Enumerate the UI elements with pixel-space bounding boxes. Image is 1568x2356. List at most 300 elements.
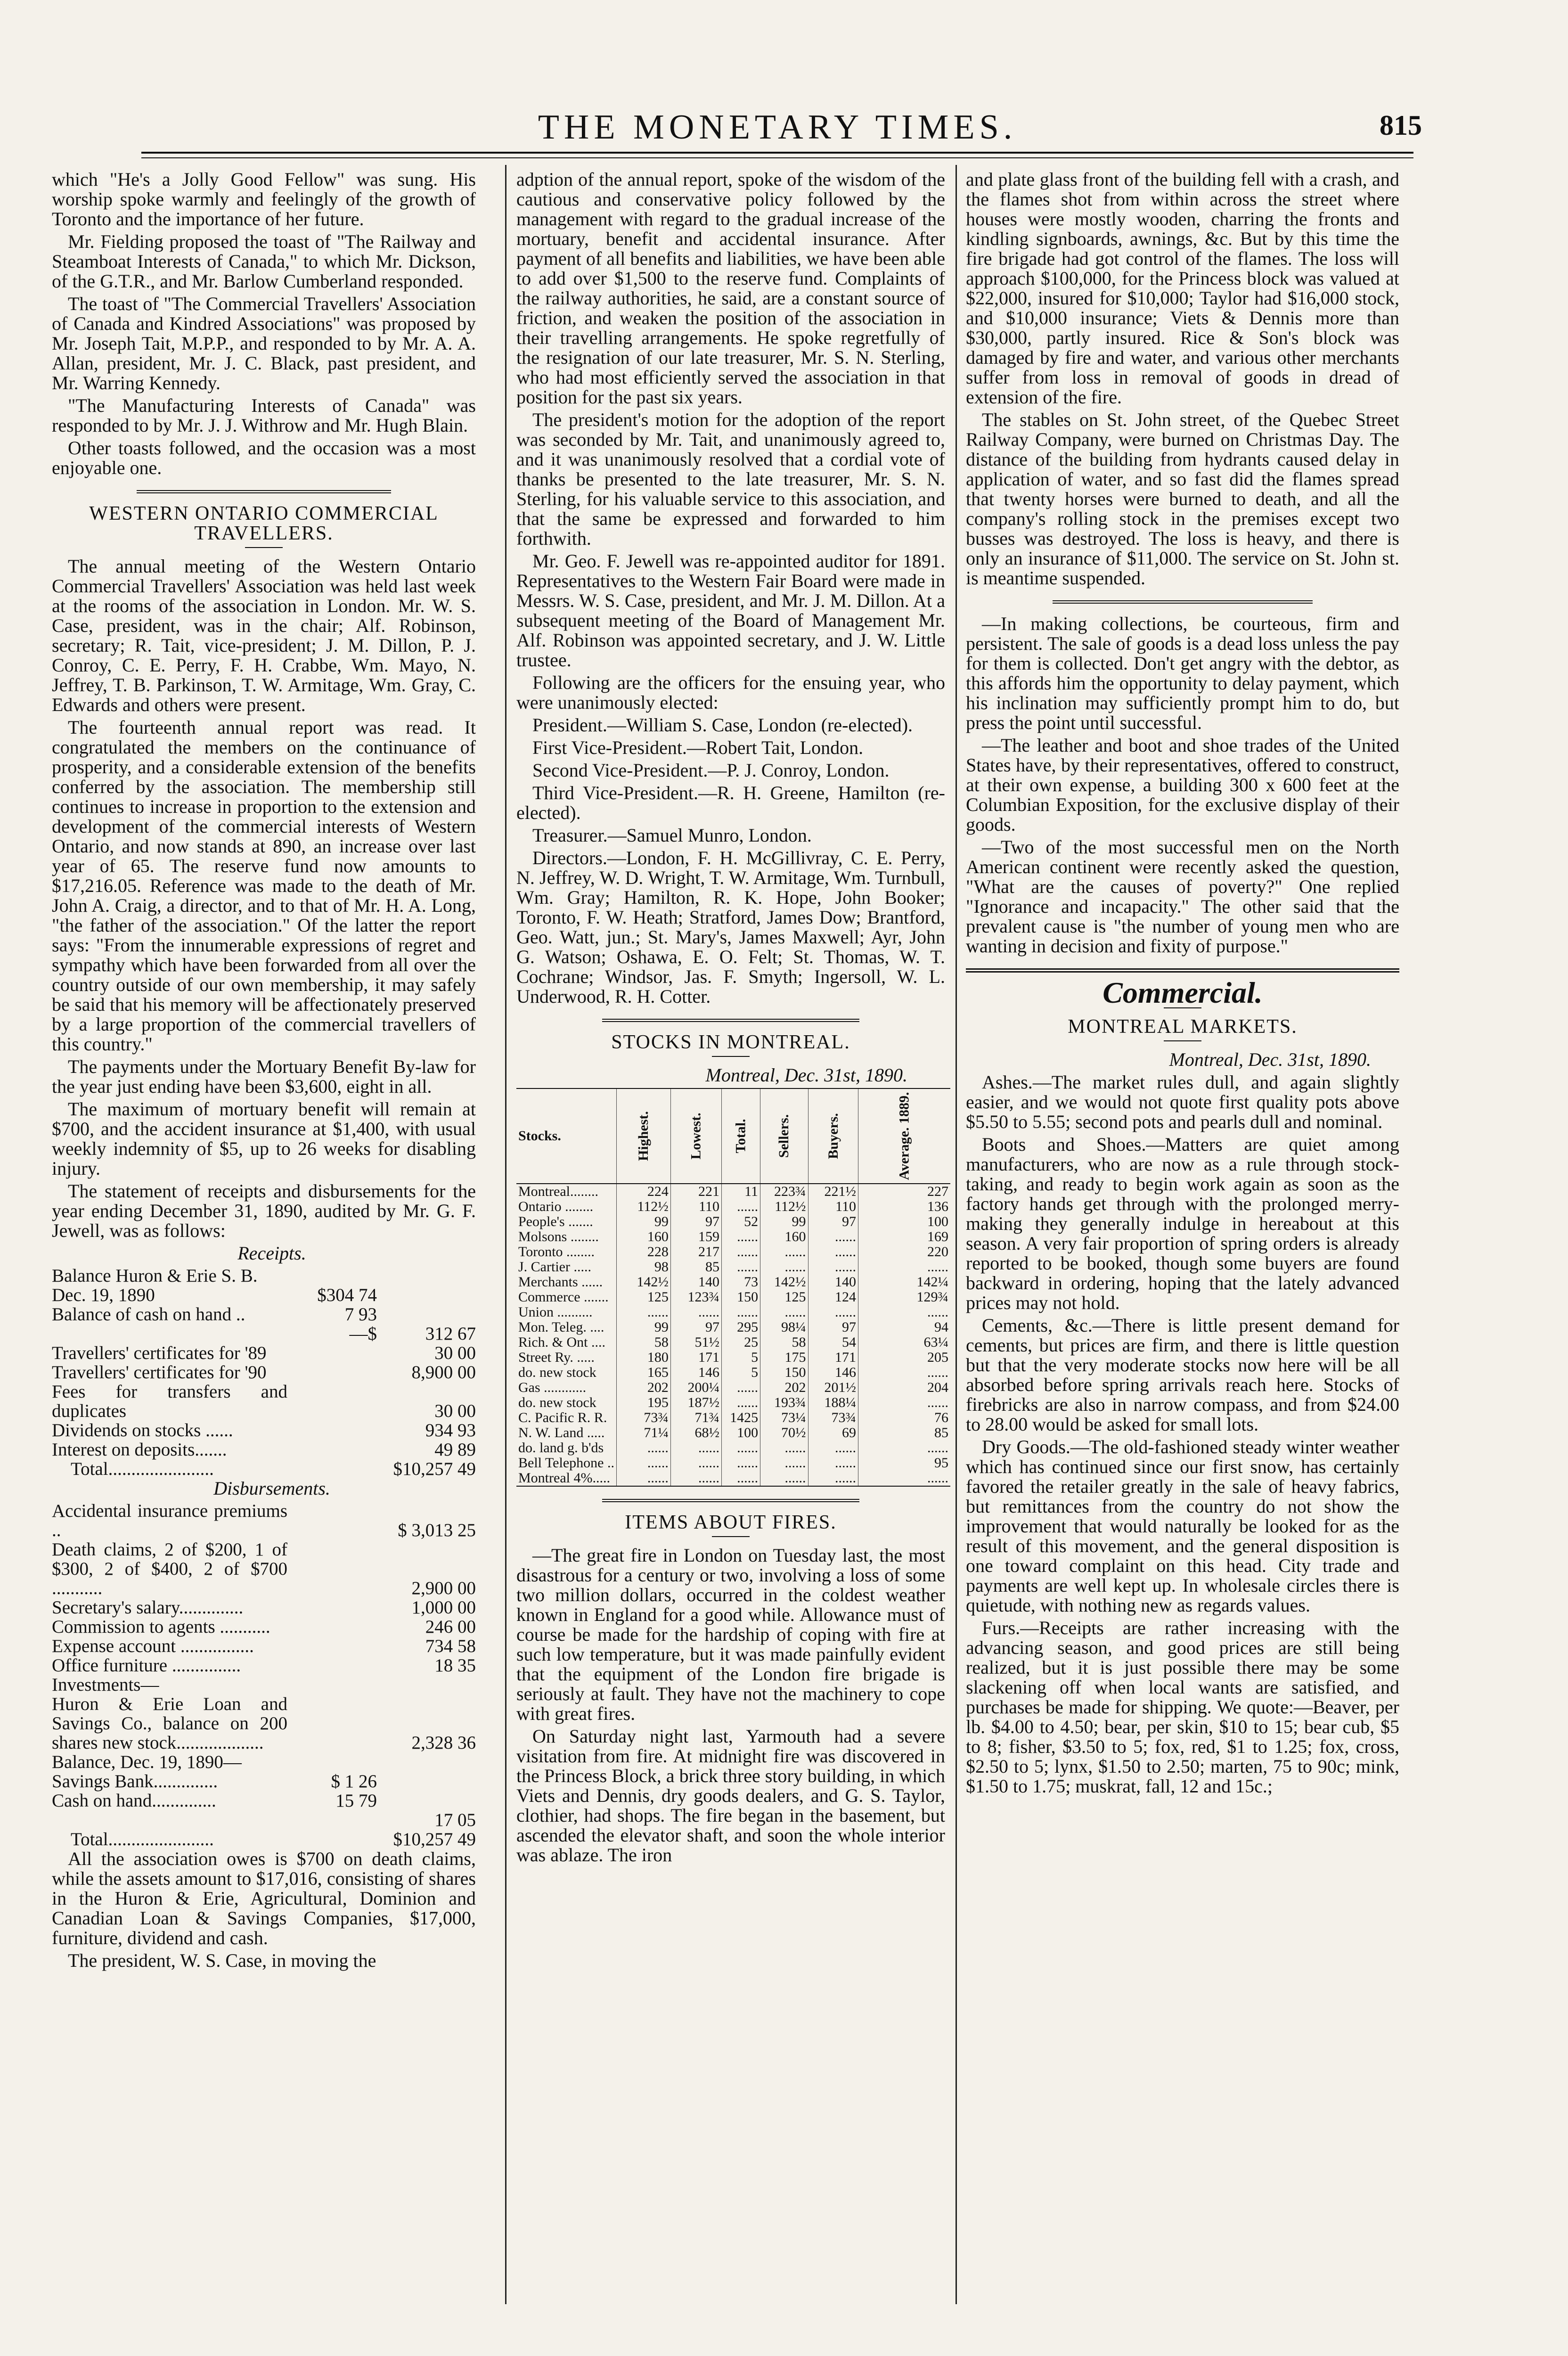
line-amount — [377, 1266, 476, 1285]
table-row — [52, 1501, 476, 1540]
line-amount: 2,328 36 — [411, 1733, 476, 1753]
stock-value-cell: ...... — [808, 1260, 858, 1275]
stock-value-cell: ...... — [808, 1229, 858, 1244]
stock-value-cell: 99 — [616, 1320, 670, 1335]
line-label: Huron & Erie Loan and Savings Co., balance on 200 shares new stock................... — [52, 1694, 287, 1753]
line-label: Savings Bank.............. — [52, 1771, 218, 1792]
stock-value-cell: 1425 — [721, 1410, 760, 1425]
stock-value-cell: 187½ — [670, 1395, 721, 1410]
dateline: Montreal, Dec. 31st, 1890. — [1169, 1049, 1371, 1070]
stock-value-cell: 112½ — [616, 1199, 670, 1214]
paragraph: Second Vice-President.—P. J. Conroy, London. — [532, 760, 890, 781]
paragraph: President.—William S. Case, London (re-elected). — [532, 714, 913, 736]
stock-value-cell: 202 — [616, 1380, 670, 1395]
stock-value-cell: ...... — [616, 1471, 670, 1486]
stock-value-cell: 202 — [760, 1380, 808, 1395]
stock-value-cell: ...... — [858, 1260, 950, 1275]
paragraph: The president, W. S. Case, in moving the — [68, 1950, 376, 1971]
stock-value-cell: 85 — [858, 1425, 950, 1440]
line-subamount — [287, 1675, 377, 1694]
stock-value-cell: 95 — [858, 1456, 950, 1471]
stock-name-cell: Montreal 4%..... — [518, 1470, 610, 1486]
stock-value-cell: 68½ — [670, 1425, 721, 1440]
stock-value-cell: 99 — [760, 1214, 808, 1229]
section-rule — [602, 1019, 859, 1022]
paragraph: —The great fire in London on Tuesday last, the most disastrous for a century or two, involving a loss of some two million dollars, occurred in the coldest weather known in England for a good while. Allowance must of course be made for the hardship of coping with fire at such low temperature, but it was made painfully evident that the equipment of the London fire brigade is seriously at fault. They have not the machinery to cope with great fires. — [516, 1545, 945, 1724]
table-row — [52, 1810, 476, 1830]
line-subamount — [287, 1636, 377, 1656]
stock-value-cell: 76 — [858, 1410, 950, 1425]
line-subamount — [287, 1694, 377, 1752]
table-row — [52, 1324, 476, 1343]
stock-name-cell: Bell Telephone .. — [518, 1455, 614, 1471]
paragraph: Mr. Fielding proposed the toast of "The Railway and Steamboat Interests of Canada," to which Mr. Dickson, of the G.T.R., and Mr. Barlow Cumberland responded. — [52, 231, 476, 292]
column-header: Average. 1889. — [858, 1088, 950, 1184]
stock-value-cell: ...... — [670, 1440, 721, 1456]
table-row — [516, 1365, 950, 1380]
line-subamount — [287, 1752, 377, 1772]
column-right — [966, 170, 1399, 1799]
stock-value-cell: 146 — [670, 1365, 721, 1380]
column-left — [52, 170, 476, 1973]
table-row — [52, 1694, 476, 1752]
line-subamount — [287, 1617, 377, 1636]
line-amount: 30 00 — [434, 1343, 476, 1363]
paragraph: The president's motion for the adoption of the report was seconded by Mr. Tait, and unanimously agreed to, and it was unanimously resolved that a cordial vote of thanks be presented to the late treasurer, Mr. S. N. Sterling, for his valuable service to this association, and that the same be expressed and forwarded to him forthwith. — [516, 409, 945, 549]
paragraph: Dry Goods.—The old-fashioned steady winter weather which has continued since our first snow, has certainly favored the retailer greatly in the sale of heavy fabrics, but remittances from the country do not show the improvement that would naturally be looked for as the result of this movement, and the general disposition is one toward complaint on this head. City trade and payments are well kept up. In wholesale circles there is quietude, with nothing new as regards values. — [966, 1436, 1399, 1616]
table-row — [52, 1598, 476, 1617]
table-row — [516, 1380, 950, 1395]
masthead-rule-thin — [141, 157, 1413, 158]
paragraph: Boots and Shoes.—Matters are quiet among manufacturers, who are now as a rule through stock-taking, and ready to begin work again as soon as the factory hands get through with the prolonged merry-making they generally indulge in hereabout at this season. A very fair proportion of spring orders is already reported to be booked, though some buyers are found backward in ordering, hoping that the lately advanced prices may not hold. — [966, 1134, 1399, 1313]
stock-value-cell: 171 — [670, 1350, 721, 1365]
section-banner: Commercial. — [1102, 976, 1263, 1009]
stock-value-cell: 73 — [721, 1275, 760, 1290]
paragraph: Mr. Geo. F. Jewell was re-appointed auditor for 1891. Representatives to the Western Fair Board were made in Messrs. W. S. Case, president, and Mr. J. M. Dillon. At a subsequent meeting of the Board of Management Mr. Alf. Robinson was appointed secretary, and J. W. Little trustee. — [516, 550, 945, 671]
stock-value-cell: 58 — [616, 1335, 670, 1350]
table-row — [52, 1363, 476, 1382]
table-row — [516, 1440, 950, 1456]
stock-value-cell: 129¾ — [858, 1290, 950, 1305]
line-subamount: $304 74 — [317, 1285, 377, 1305]
dateline: Montreal, Dec. 31st, 1890. — [705, 1064, 907, 1086]
section-heading: STOCKS IN MONTREAL. — [611, 1031, 850, 1053]
stock-value-cell: 171 — [808, 1350, 858, 1365]
line-label: Accidental insurance premiums .. — [52, 1501, 287, 1540]
stock-value-cell: 140 — [808, 1275, 858, 1290]
stock-value-cell: ...... — [760, 1471, 808, 1486]
stock-value-cell: 188¼ — [808, 1395, 858, 1410]
line-amount: $ 3,013 25 — [398, 1520, 476, 1540]
line-label: Dividends on stocks ...... — [52, 1420, 233, 1440]
section-rule — [602, 1499, 859, 1502]
stock-value-cell: 51½ — [670, 1335, 721, 1350]
stock-value-cell: 124 — [808, 1290, 858, 1305]
stock-value-cell: ...... — [760, 1260, 808, 1275]
column-header: Highest. — [616, 1088, 670, 1184]
stock-value-cell: ...... — [721, 1440, 760, 1456]
paragraph: The payments under the Mortuary Benefit By-law for the year just ending have been $3,600, eight in all. — [52, 1056, 476, 1097]
table-row — [52, 1343, 476, 1363]
stock-value-cell: ...... — [670, 1456, 721, 1471]
line-subamount: —$ — [349, 1324, 377, 1344]
stock-value-cell: 73¾ — [808, 1410, 858, 1425]
stock-name-cell: J. Cartier ..... — [518, 1259, 591, 1275]
table-row — [52, 1752, 476, 1772]
paragraph: The stables on St. John street, of the Quebec Street Railway Company, were burned on Christmas Day. The distance of the building from hydrants caused delay in application of water, and so fast did the flames spread that twenty horses were burned to death, and all the company's rolling stock in the premises except two busses was destroyed. The loss is heavy, and there is only an insurance of $11,000. The service on St. John st. is meantime suspended. — [966, 409, 1399, 589]
stock-value-cell: 123¾ — [670, 1290, 721, 1305]
column-divider — [956, 165, 957, 2304]
line-amount: 2,900 00 — [411, 1578, 476, 1598]
stock-value-cell: ...... — [616, 1305, 670, 1320]
line-label: Dec. 19, 1890 — [52, 1285, 155, 1305]
line-label: Secretary's salary.............. — [52, 1597, 244, 1618]
page-number: 815 — [1380, 110, 1422, 141]
stock-name-cell: Molsons ........ — [518, 1229, 599, 1244]
stock-name-cell: Street Ry. ..... — [518, 1350, 595, 1365]
table-row — [516, 1335, 950, 1350]
line-label: Death claims, 2 of $200, 1 of $300, 2 of $400, 2 of $700 ........... — [52, 1539, 287, 1598]
line-label: Cash on hand.............. — [52, 1791, 216, 1811]
line-label: Expense account ................ — [52, 1636, 254, 1656]
stock-name-cell: Merchants ...... — [518, 1274, 603, 1290]
line-amount: 30 00 — [434, 1401, 476, 1421]
stock-value-cell: ...... — [721, 1305, 760, 1320]
stock-value-cell: 165 — [616, 1365, 670, 1380]
stock-value-cell: 71¼ — [616, 1425, 670, 1440]
paragraph: The annual meeting of the Western Ontario Commercial Travellers' Association was held last week at the rooms of the association in London. Mr. W. S. Case, president, was in the chair; Alf. Robinson, secretary; R. Tait, vice-president; J. M. Dillon, P. J. Conroy, C. E. Perry, F. H. Crabbe, Wm. Mayo, N. Jeffrey, T. B. Parkinson, T. W. Armitage, Wm. Gray, C. Edwards and others were present. — [52, 556, 476, 715]
line-subamount — [287, 1598, 377, 1617]
line-subamount — [287, 1266, 377, 1285]
stock-value-cell: ...... — [721, 1380, 760, 1395]
table-row — [516, 1229, 950, 1244]
stock-value-cell: ...... — [616, 1440, 670, 1456]
stock-value-cell: 73¾ — [616, 1410, 670, 1425]
stock-value-cell: ...... — [808, 1244, 858, 1260]
stock-value-cell: ...... — [760, 1440, 808, 1456]
stock-value-cell: 150 — [760, 1365, 808, 1380]
line-label — [52, 1810, 287, 1830]
total-label: Total....................... — [71, 1459, 214, 1479]
stock-name-cell: People's ....... — [518, 1214, 593, 1229]
stock-value-cell: ...... — [808, 1471, 858, 1486]
stock-value-cell: 160 — [760, 1229, 808, 1244]
stock-value-cell: 97 — [808, 1320, 858, 1335]
table-row — [52, 1675, 476, 1694]
table-row — [516, 1320, 950, 1335]
line-subamount — [287, 1540, 377, 1598]
table-row — [52, 1305, 476, 1324]
stock-value-cell: 217 — [670, 1244, 721, 1260]
stock-value-cell: ...... — [858, 1365, 950, 1380]
stock-value-cell: 221½ — [808, 1184, 858, 1199]
line-label: Commission to agents ........... — [52, 1617, 270, 1637]
line-subamount — [287, 1363, 377, 1382]
paragraph: Third Vice-President.—R. H. Greene, Hamilton (re-elected). — [516, 782, 945, 823]
stock-name-cell: do. new stock — [518, 1365, 596, 1380]
stock-value-cell: ...... — [808, 1305, 858, 1320]
stock-name-cell: C. Pacific R. R. — [518, 1410, 607, 1425]
stock-value-cell: ...... — [721, 1456, 760, 1471]
total-amount: $10,257 49 — [393, 1829, 476, 1849]
line-subamount — [287, 1810, 377, 1830]
line-amount: 17 05 — [434, 1810, 476, 1830]
stock-name-cell: do. land g. b'ds — [518, 1440, 604, 1456]
stock-value-cell: 52 — [721, 1214, 760, 1229]
table-header-row — [516, 1088, 950, 1184]
stock-name-cell: Union .......... — [518, 1304, 593, 1320]
line-label: Office furniture ............... — [52, 1655, 241, 1676]
table-row — [52, 1382, 476, 1421]
stock-value-cell: 193¾ — [760, 1395, 808, 1410]
stock-value-cell: ...... — [616, 1456, 670, 1471]
table-row — [52, 1440, 476, 1459]
stock-value-cell: 295 — [721, 1320, 760, 1335]
stock-value-cell: ...... — [721, 1244, 760, 1260]
stock-value-cell: 97 — [808, 1214, 858, 1229]
table-row — [52, 1656, 476, 1675]
stock-value-cell: 205 — [858, 1350, 950, 1365]
stock-value-cell: 142½ — [760, 1275, 808, 1290]
disbursements-title: Disbursements. — [213, 1478, 330, 1499]
line-amount: 18 35 — [434, 1655, 476, 1676]
receipts-title: Receipts. — [237, 1243, 306, 1264]
short-rule — [712, 1056, 750, 1057]
total-label: Total....................... — [71, 1829, 214, 1849]
stock-name-cell: Montreal........ — [518, 1184, 598, 1199]
stock-value-cell: 98 — [616, 1260, 670, 1275]
stock-value-cell: 5 — [721, 1350, 760, 1365]
stock-value-cell: ...... — [721, 1229, 760, 1244]
stock-value-cell: 160 — [616, 1229, 670, 1244]
column-divider — [505, 165, 506, 2304]
stock-value-cell: 159 — [670, 1229, 721, 1244]
line-label: Balance, Dec. 19, 1890— — [52, 1752, 242, 1772]
line-amount — [377, 1752, 476, 1772]
stock-value-cell: 180 — [616, 1350, 670, 1365]
stock-value-cell: 54 — [808, 1335, 858, 1350]
line-amount: 312 67 — [425, 1324, 476, 1344]
stock-value-cell: 112½ — [760, 1199, 808, 1214]
table-row — [52, 1421, 476, 1440]
section-heading: MONTREAL MARKETS. — [1068, 1016, 1298, 1038]
masthead-rule — [141, 152, 1413, 154]
line-amount — [377, 1285, 476, 1305]
paragraph: On Saturday night last, Yarmouth had a severe visitation from fire. At midnight fire was discovered in the Princess Block, a brick three story building, in which Viets and Dennis, dry goods dealers, and G. S. Taylor, clothier, had shops. The fire began in the basement, but ascended the elevator shaft, and soon the whole interior was ablaze. The iron — [516, 1726, 945, 1865]
table-row — [516, 1456, 950, 1471]
line-label: Balance of cash on hand .. — [52, 1304, 245, 1325]
stock-name-cell: Commerce ....... — [518, 1289, 609, 1305]
stock-value-cell: 97 — [670, 1320, 721, 1335]
stock-name-cell: do. new stock — [518, 1395, 596, 1410]
line-subamount — [287, 1656, 377, 1675]
masthead-title: THE MONETARY TIMES. — [538, 108, 1017, 147]
section-rule — [1053, 600, 1313, 604]
paragraph: The fourteenth annual report was read. It congratulated the members on the continuance of prosperity, and a considerable extension of the benefits conferred by the association. The membership still continues to increase in proportion to the extension and development of the commercial interests of Western Ontario, and now stands at 890, an increase over last year of 65. The reserve fund now amounts to $17,216.05. Reference was made to the death of Mr. John A. Craig, a director, and to that of Mr. H. A. Long, "the father of the association." Of the latter the report says: "From the innumerable expressions of regret and sympathy which have been forwarded from all over the country outside of our own membership, it may safely be said that his memory will be affectionately preserved by a large proportion of the commercial travellers of this country." — [52, 717, 476, 1055]
table-row — [516, 1275, 950, 1290]
section-heading: WESTERN ONTARIO COMMERCIAL TRAVELLERS. — [89, 503, 439, 544]
stock-value-cell: 73¼ — [760, 1410, 808, 1425]
section-rule — [137, 490, 391, 493]
line-amount: 8,900 00 — [411, 1362, 476, 1383]
total-row — [52, 1830, 476, 1849]
stock-value-cell: 99 — [616, 1214, 670, 1229]
stock-value-cell: 221 — [670, 1184, 721, 1199]
short-rule — [245, 547, 283, 548]
table-row — [52, 1266, 476, 1285]
section-rule — [966, 968, 1399, 973]
table-row — [516, 1184, 950, 1199]
stock-value-cell: 100 — [858, 1214, 950, 1229]
line-label: Travellers' certificates for '90 — [52, 1362, 267, 1383]
table-row — [52, 1636, 476, 1656]
paragraph: and plate glass front of the building fell with a crash, and the flames shot from within across the street where houses were mostly wooden, charring the fronts and kindling signboards, awnings, &c. But by this time the fire brigade had got control of the flames. The loss will approach $100,000, for the Princess block was valued at $22,000, insured for $10,000; Taylor had $16,000 stock, and $10,000 insurance; Viets & Dennis more than $30,000, partly insured. Rice & Son's block was damaged by fire and water, and various other merchants suffer from loss in removal of goods in dread of extension of the fire. — [966, 169, 1399, 408]
stock-value-cell: ...... — [721, 1260, 760, 1275]
table-row — [516, 1410, 950, 1425]
stock-value-cell: 195 — [616, 1395, 670, 1410]
stock-value-cell: ...... — [721, 1395, 760, 1410]
stock-value-cell: 11 — [721, 1184, 760, 1199]
table-row — [516, 1244, 950, 1260]
line-subamount — [287, 1421, 377, 1440]
stock-value-cell: 98¼ — [760, 1320, 808, 1335]
line-amount: 734 58 — [425, 1636, 476, 1656]
stock-value-cell: 25 — [721, 1335, 760, 1350]
table-row — [516, 1199, 950, 1214]
paragraph: adption of the annual report, spoke of the wisdom of the cautious and conservative policy followed by the management with regard to the gradual increase of the mortuary, benefit and accidental insurance. After payment of all benefits and liabilities, we have been able to add over $1,500 to the reserve fund. Complaints of the railway authorities, he said, are a constant source of friction, and weaken the position of the association in their travelling arrangements. He spoke regretfully of the resignation of our late treasurer, Mr. S. N. Sterling, who had most efficiently served the association in that position for the past six years. — [516, 169, 945, 408]
stock-value-cell: ...... — [721, 1471, 760, 1486]
stock-value-cell: 169 — [858, 1229, 950, 1244]
column-middle — [516, 169, 948, 1868]
paragraph: Furs.—Receipts are rather increasing with the advancing season, and good prices are still being realized, but it is just possible there may be some slackening off when local wants are satisfied, and purchases be made for shipping. We quote:—Beaver, per lb. $4.00 to 4.50; bear, per skin, $10 to 15; bear cub, $5 to 8; fisher, $3.50 to 5; fox, red, $1 to 1.25; fox, cross, $2.50 to 5; lynx, $1.50 to 2.50; marten, 75 to 90c; mink, $1.50 to 1.75; muskrat, fall, 12 and 15c.; — [966, 1617, 1399, 1797]
column-header: Sellers. — [760, 1088, 808, 1184]
line-label: Interest on deposits....... — [52, 1440, 227, 1460]
paragraph: Other toasts followed, and the occasion was a most enjoyable one. — [52, 437, 476, 478]
stock-value-cell: 100 — [721, 1425, 760, 1440]
line-amount — [377, 1305, 476, 1324]
stocks-table — [516, 1088, 950, 1487]
stock-value-cell: 58 — [760, 1335, 808, 1350]
stock-value-cell: 94 — [858, 1320, 950, 1335]
stock-value-cell: ...... — [808, 1440, 858, 1456]
stock-value-cell: ...... — [760, 1305, 808, 1320]
stock-value-cell: 142¼ — [858, 1275, 950, 1290]
stock-name-cell: Toronto ........ — [518, 1244, 595, 1260]
table-row — [52, 1285, 476, 1305]
stock-name-cell: Gas ............ — [518, 1380, 587, 1395]
stock-name-cell: Mon. Teleg. .... — [518, 1319, 604, 1335]
table-row — [516, 1425, 950, 1440]
stock-value-cell: 110 — [670, 1199, 721, 1214]
paragraph: The statement of receipts and disbursements for the year ending December 31, 1890, audited by Mr. G. F. Jewell, was as follows: — [52, 1180, 476, 1241]
line-label — [52, 1324, 287, 1343]
disbursements-table — [52, 1501, 476, 1849]
stock-value-cell: ...... — [808, 1456, 858, 1471]
paragraph: Ashes.—The market rules dull, and again slightly easier, and we would not quote first quality pots above $5.50 to 5.55; second pots and pearls dull and nominal. — [966, 1072, 1399, 1132]
stock-value-cell: 223¾ — [760, 1184, 808, 1199]
stock-value-cell: ...... — [858, 1440, 950, 1456]
paragraph: which "He's a Jolly Good Fellow" was sung. His worship spoke warmly and feelingly of the growth of Toronto and the importance of her future. — [52, 169, 476, 229]
stock-value-cell: 140 — [670, 1275, 721, 1290]
table-row — [516, 1395, 950, 1410]
stock-value-cell: ...... — [721, 1199, 760, 1214]
line-subamount: $ 1 26 — [331, 1771, 377, 1792]
table-row — [516, 1305, 950, 1320]
table-row — [516, 1471, 950, 1486]
column-header: Total. — [721, 1088, 760, 1184]
line-amount: 49 89 — [434, 1440, 476, 1460]
column-header: Buyers. — [808, 1088, 858, 1184]
line-amount — [377, 1791, 476, 1810]
paragraph: —The leather and boot and shoe trades of the United States have, by their representatives, offered to construct, at their own expense, a building 300 x 600 feet at the Columbian Exposition, for the exclusive display of their goods. — [966, 735, 1399, 835]
stock-value-cell: 85 — [670, 1260, 721, 1275]
paragraph: Cements, &c.—There is little present demand for cements, but prices are firm, and there is little question but that the very moderate stocks now here will be all absorbed before spring arrivals reach here. Stocks of firebricks are also in narrow compass, and from $24.00 to 28.00 would be asked for small lots. — [966, 1315, 1399, 1435]
table-row — [516, 1350, 950, 1365]
total-amount: $10,257 49 — [393, 1459, 476, 1479]
stock-value-cell: 110 — [808, 1199, 858, 1214]
line-label: Balance Huron & Erie S. B. — [52, 1266, 258, 1286]
section-heading: ITEMS ABOUT FIRES. — [625, 1512, 837, 1533]
stock-value-cell: 125 — [616, 1290, 670, 1305]
line-amount — [377, 1675, 476, 1694]
line-amount — [377, 1772, 476, 1791]
stock-value-cell: 220 — [858, 1244, 950, 1260]
paragraph: Treasurer.—Samuel Munro, London. — [532, 825, 812, 846]
stock-value-cell: 201½ — [808, 1380, 858, 1395]
stock-name-cell: N. W. Land ..... — [518, 1425, 605, 1440]
line-amount: 1,000 00 — [411, 1597, 476, 1618]
paragraph: Following are the officers for the ensuing year, who were unanimously elected: — [516, 672, 945, 713]
stock-value-cell: 175 — [760, 1350, 808, 1365]
stock-value-cell: ...... — [760, 1456, 808, 1471]
stock-value-cell: ...... — [760, 1244, 808, 1260]
paragraph: First Vice-President.—Robert Tait, London. — [532, 737, 864, 758]
stock-value-cell: 227 — [858, 1184, 950, 1199]
stock-value-cell: 150 — [721, 1290, 760, 1305]
line-subamount — [287, 1501, 377, 1540]
paragraph: The toast of "The Commercial Travellers' Association of Canada and Kindred Associations" was proposed by Mr. Joseph Tait, M.P.P., and responded to by Mr. A. A. Allan, president, Mr. J. C. Black, past president, and Mr. Warring Kennedy. — [52, 293, 476, 393]
paragraph: —In making collections, be courteous, firm and persistent. The sale of goods is a dead loss unless the pay for them is collected. Don't get angry with the debtor, as this affords him the opportunity to delay payment, which his inclination may sufficiently prompt him to do, but press the point until successful. — [966, 613, 1399, 733]
stock-value-cell: ...... — [858, 1305, 950, 1320]
line-label: Investments— — [52, 1675, 159, 1695]
table-row — [52, 1540, 476, 1598]
stock-value-cell: 70½ — [760, 1425, 808, 1440]
stock-value-cell: 125 — [760, 1290, 808, 1305]
stock-value-cell: 71¾ — [670, 1410, 721, 1425]
total-row — [52, 1459, 476, 1479]
stock-value-cell: 228 — [616, 1244, 670, 1260]
line-subamount: 7 93 — [344, 1304, 377, 1325]
stock-name-cell: Ontario ........ — [518, 1199, 594, 1214]
stock-value-cell: 97 — [670, 1214, 721, 1229]
stock-value-cell: 142½ — [616, 1275, 670, 1290]
receipts-table — [52, 1266, 476, 1479]
line-subamount — [287, 1440, 377, 1459]
short-rule — [712, 1536, 750, 1537]
line-subamount — [287, 1382, 377, 1421]
column-header: Stocks. — [516, 1088, 616, 1184]
paragraph: The maximum of mortuary benefit will remain at $700, and the accident insurance at $1,400, with usual weekly indemnity of $5, up to 26 weeks for disabling injury. — [52, 1098, 476, 1179]
table-row — [516, 1260, 950, 1275]
stock-value-cell: 146 — [808, 1365, 858, 1380]
stock-value-cell: ...... — [858, 1395, 950, 1410]
stock-value-cell: 204 — [858, 1380, 950, 1395]
paragraph: "The Manufacturing Interests of Canada" was responded to by Mr. J. J. Withrow and Mr. Hugh Blain. — [52, 395, 476, 436]
line-label: Fees for transfers and duplicates — [52, 1382, 287, 1421]
paragraph: —Two of the most successful men on the North American continent were recently asked the question, "What are the causes of poverty?" One replied "Ignorance and incapacity." The other said that the prevalent cause is "the number of young men who are wanting in decision and fixity of purpose." — [966, 836, 1399, 957]
line-amount: 934 93 — [425, 1420, 476, 1440]
table-row — [516, 1290, 950, 1305]
